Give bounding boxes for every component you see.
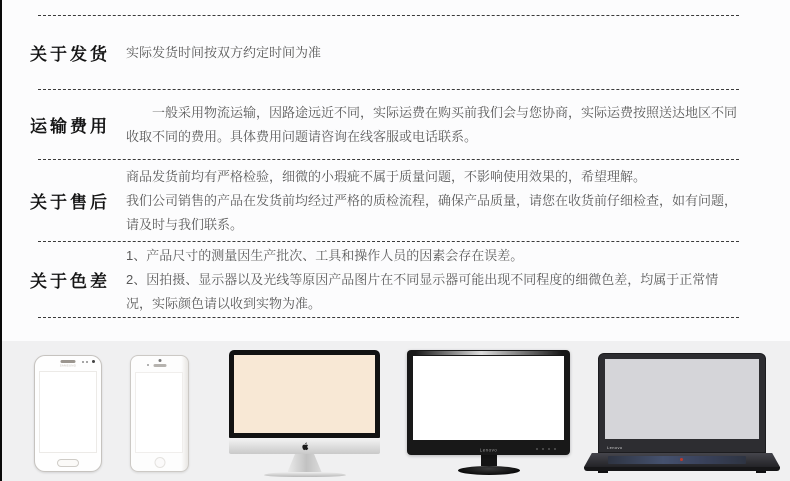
section-color-difference	[2, 242, 790, 317]
phone-sensor-dot	[86, 361, 88, 363]
section-freight-body	[126, 101, 790, 149]
phone-screen	[39, 371, 97, 453]
imac-bezel	[229, 350, 380, 438]
section-aftersales-body	[126, 165, 790, 237]
product-notice-page	[2, 0, 790, 481]
monitor-neck	[481, 455, 497, 466]
section-freight	[2, 90, 790, 159]
iphone-screen	[135, 372, 183, 453]
android-phone-image	[34, 355, 102, 472]
iphone-image	[130, 355, 189, 472]
monitor-screen	[413, 356, 564, 440]
iphone-sensor-dot	[147, 364, 149, 366]
phone-brand-label: SAMSUNG	[59, 364, 77, 368]
section-shipping	[2, 16, 790, 89]
section-paragraph: 一般采用物流运输，因路途远近不同，实际运费在购买前我们会与您协商，实际运费按照送达地区不同收取不同的费用。具体费用问题请咨询在线客服或电话联系。	[126, 104, 738, 144]
imac-stand	[288, 454, 322, 472]
thinkpad-laptop-image	[584, 353, 780, 471]
monitor-bezel	[407, 350, 570, 455]
section-paragraph: 实际发货时间按双方约定时间为准	[126, 44, 322, 60]
laptop-keyboard-deck	[584, 453, 780, 467]
section-aftersales	[2, 160, 790, 241]
section-color-difference-body	[126, 244, 790, 316]
phone-home-button	[57, 459, 79, 467]
monitor-control-buttons	[536, 448, 556, 450]
device-showcase-strip	[2, 318, 790, 481]
iphone-speaker-slot	[153, 364, 166, 367]
laptop-foot	[598, 471, 608, 473]
monitor-gloss-highlight	[415, 351, 562, 355]
section-shipping-body	[126, 41, 790, 65]
section-freight-title: 运输费用	[30, 117, 110, 136]
laptop-brand-label: Lenovo	[607, 445, 623, 450]
apple-logo-icon	[301, 442, 309, 451]
iphone-front-camera	[158, 359, 161, 362]
imac-base	[264, 472, 346, 477]
imac-chin	[229, 438, 380, 454]
section-paragraph: 1、产品尺寸的测量因生产批次、工具和操作人员的因素会存在误差。	[126, 247, 524, 263]
laptop-lid	[598, 353, 766, 453]
laptop-foot	[756, 471, 766, 473]
monitor-base	[458, 466, 520, 475]
laptop-keyboard	[608, 456, 746, 464]
imac-desktop-image	[229, 350, 380, 477]
lcd-monitor-image	[407, 350, 570, 475]
imac-screen	[234, 355, 375, 433]
phone-sensor-dot	[82, 361, 84, 363]
section-color-difference-title: 关于色差	[30, 272, 110, 291]
phone-speaker-grille	[61, 360, 76, 363]
section-aftersales-title: 关于售后	[30, 193, 110, 212]
laptop-screen	[605, 359, 759, 439]
section-paragraph: 商品发货前均有严格检验，细微的小瑕疵不属于质量问题，不影响使用效果的，希望理解。	[126, 168, 647, 184]
section-paragraph: 我们公司销售的产品在发货前均经过严格的质检流程，确保产品质量，请您在收货前仔细检查，如有问题，请及时与我们联系。	[126, 192, 738, 232]
laptop-bottom-edge	[584, 467, 780, 471]
phone-front-camera	[92, 360, 95, 363]
section-shipping-title: 关于发货	[30, 45, 110, 64]
top-spacer	[2, 0, 790, 15]
iphone-home-button	[154, 457, 165, 468]
section-paragraph: 2、因拍摄、显示器以及光线等原因产品图片在不同显示器可能出现不同程度的细微色差，均属于正常情况，实际颜色请以收到实物为准。	[126, 271, 719, 311]
monitor-brand-label: Lenovo	[479, 448, 498, 453]
